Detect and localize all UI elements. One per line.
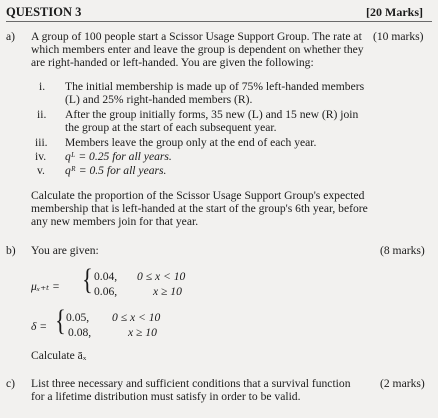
part-a-marks: (10 marks) [373, 30, 424, 43]
part-c-marks: (2 marks) [380, 377, 425, 390]
mu-case-2-condition: x ≥ 10 [153, 285, 182, 298]
list-item-number: iv. [35, 150, 47, 163]
mu-symbol: μₓ₊ₜ = [31, 280, 60, 293]
part-b-intro: You are given: [31, 244, 99, 257]
part-a-intro-line-2: which members enter and leave the group is dependent on whether they [31, 43, 364, 56]
part-b-question: Calculate āₓ [31, 349, 87, 362]
list-item-number: iii. [35, 136, 48, 149]
part-b-marks: (8 marks) [380, 244, 425, 257]
header-divider [6, 21, 432, 22]
mu-brace: { [82, 263, 93, 296]
mu-case-2-value: 0.06, [94, 285, 118, 298]
part-c-letter: c) [6, 377, 16, 390]
list-item-1-line-1: The initial membership is made up of 75% left-handed members [65, 80, 365, 93]
list-item-2-line-1: After the group initially forms, 35 new (L) and 15 new (R) join [65, 108, 359, 121]
part-c-line-2: for a lifetime distribution must satisfy in order to be valid. [31, 390, 301, 403]
part-a-intro-line-1: A group of 100 people start a Scissor Usage Support Group. The rate at [31, 30, 362, 43]
list-item-3-line-1: Members leave the group only at the end of each year. [65, 136, 317, 149]
delta-symbol: δ = [31, 320, 48, 333]
question-title: QUESTION 3 [6, 5, 82, 19]
delta-case-2-condition: x ≥ 10 [128, 326, 157, 339]
delta-brace: { [55, 304, 66, 337]
mu-case-1-value: 0.04, [94, 270, 118, 283]
list-item-number: v. [37, 164, 45, 177]
part-a-question-line-3: any new members join for that year. [31, 215, 199, 228]
part-c-line-1: List three necessary and sufficient conditions that a survival function [31, 377, 351, 390]
delta-case-1-condition: 0 ≤ x < 10 [112, 311, 161, 324]
delta-case-1-value: 0.05, [66, 311, 90, 324]
part-a-letter: a) [6, 30, 16, 43]
delta-case-2-value: 0.08, [68, 326, 92, 339]
part-b-letter: b) [6, 244, 16, 257]
part-a-question-line-1: Calculate the proportion of the Scissor Usage Support Group's expected [31, 189, 365, 202]
total-marks: [20 Marks] [366, 5, 423, 19]
mu-case-1-condition: 0 ≤ x < 10 [137, 270, 186, 283]
list-item-2-line-2: the group at the start of each subsequent year. [65, 121, 277, 134]
list-item-1-line-2: (L) and 25% right-handed members (R). [65, 93, 253, 106]
list-item-4-line-1: qᴸ = 0.25 for all years. [65, 150, 172, 163]
part-a-question-line-2: membership that is left-handed at the start of the group's 6th year, before [31, 202, 368, 215]
list-item-5-line-1: qᴿ = 0.5 for all years. [65, 164, 167, 177]
list-item-number: ii. [37, 108, 47, 121]
part-a-intro-line-3: are right-handed or left-handed. You are given the following: [31, 56, 314, 69]
list-item-number: i. [39, 80, 46, 93]
